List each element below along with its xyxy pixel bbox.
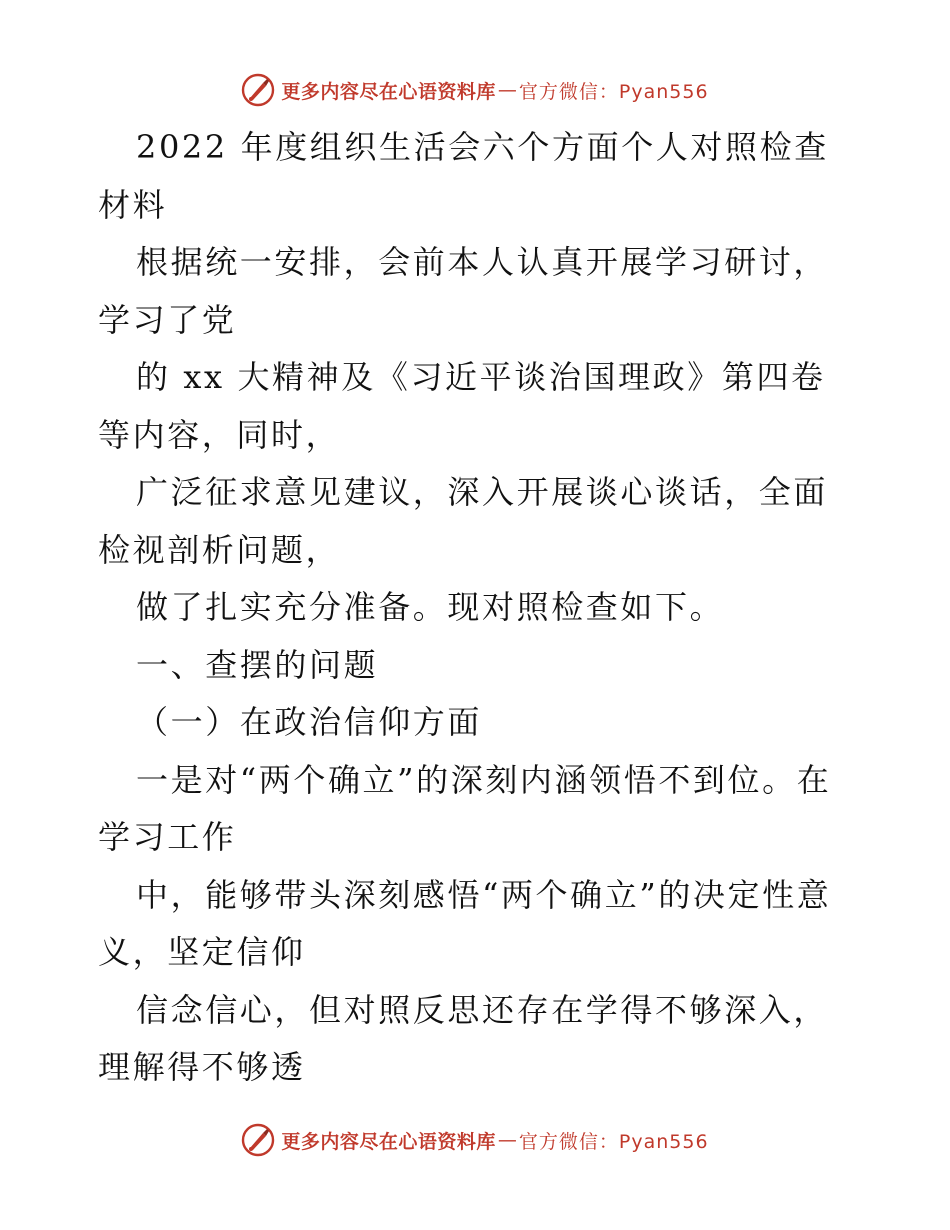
header-watermark-banner xyxy=(0,70,950,110)
paragraph: 的 xx 大精神及《习近平谈治国理政》第四卷等内容，同时， xyxy=(98,358,826,454)
paragraph: 一是对“两个确立”的深刻内涵领悟不到位。在学习工作 xyxy=(98,760,832,856)
quill-pen-logo-icon xyxy=(241,1123,275,1157)
paragraph: 中，能够带头深刻感悟“两个确立”的决定性意义，坚定信仰 xyxy=(98,875,832,971)
footer-watermark-banner xyxy=(0,1120,950,1160)
banner-contact-text: 官方微信：Pyan556 xyxy=(518,80,709,103)
paragraph: 做了扎实充分准备。现对照检查如下。 xyxy=(136,588,725,626)
quill-pen-logo-icon xyxy=(241,73,275,107)
banner-brand-text: 更多内容尽在心语资料库 xyxy=(281,1130,496,1153)
section-heading: 一、查摆的问题 xyxy=(136,645,379,684)
banner-dash: — xyxy=(497,1129,517,1151)
document-body xyxy=(98,119,858,1097)
paragraph: 广泛征求意见建议，深入开展谈心谈话，全面检视剖析问题， xyxy=(98,473,829,569)
banner-dash: — xyxy=(497,79,517,101)
paragraph: 根据统一安排，会前本人认真开展学习研讨，学习了党 xyxy=(98,243,829,339)
document-title: 2022 年度组织生活会六个方面个人对照检查材料 xyxy=(98,128,829,224)
banner-brand-text: 更多内容尽在心语资料库 xyxy=(281,80,496,103)
banner-contact-text: 官方微信：Pyan556 xyxy=(518,1130,709,1153)
subsection-heading: （一）在政治信仰方面 xyxy=(136,703,483,741)
paragraph: 信念信心，但对照反思还存在学得不够深入，理解得不够透 xyxy=(98,990,829,1086)
